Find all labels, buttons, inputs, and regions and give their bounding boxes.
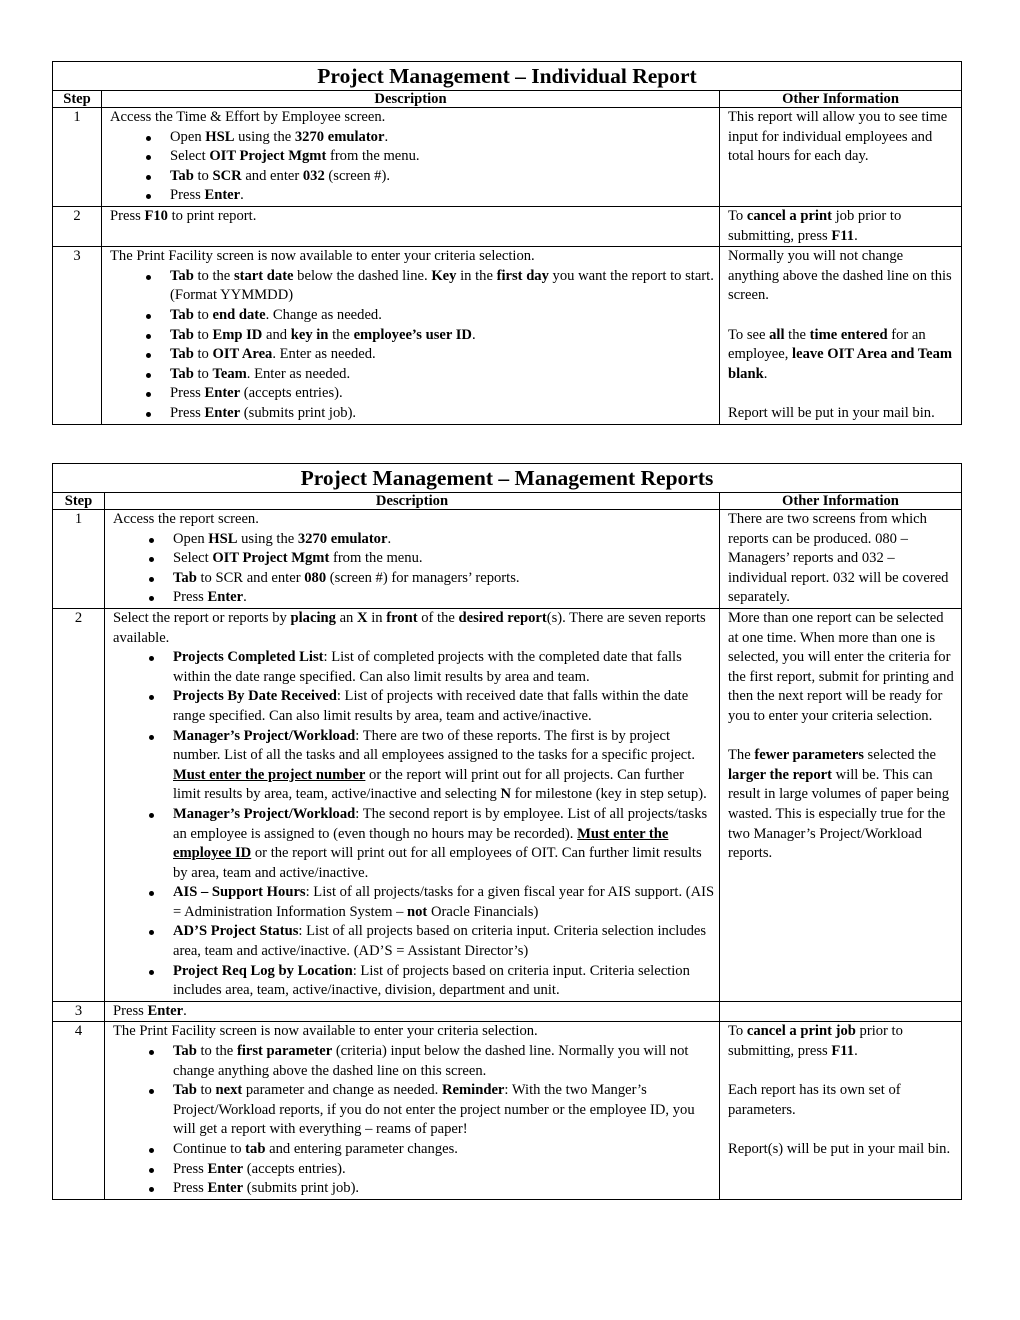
text-run: fewer parameters (754, 747, 864, 764)
info-paragraph (728, 746, 955, 864)
text-run: X (357, 609, 368, 626)
text-run: Manager’s Project/Workload (173, 805, 356, 822)
bullet-item (173, 530, 715, 550)
bullet-item (173, 1160, 715, 1180)
info-header: Other Information (720, 493, 962, 510)
text-run: (submits print job). (240, 404, 357, 421)
step-lead: Access the report screen. (113, 511, 259, 527)
text-run: Tab (173, 569, 197, 586)
text-run: . Enter as needed. (246, 365, 351, 382)
bullet-item (170, 186, 715, 206)
step-lead: The Print Facility screen is now available to enter your criteria selection. (113, 1023, 538, 1040)
text-run: parameter and change as needed. (242, 1082, 442, 1099)
text-run: Enter (207, 1160, 244, 1177)
text-run: (accepts entries). (243, 1160, 346, 1177)
step-lead (113, 1002, 715, 1022)
text-run: key in (290, 326, 329, 343)
text-run: There are two screens from which reports can be produced. 080 – Managers’ reports and 032 – individual report. 032 will be covered separately. (728, 511, 949, 606)
text-run: Enter (204, 404, 241, 421)
bullet-item (170, 147, 715, 167)
text-run: Projects Completed List (173, 649, 324, 666)
step-bullets (113, 648, 715, 1001)
text-run: Tab (170, 326, 194, 343)
text-run: Tab (173, 1082, 197, 1099)
other-information (720, 510, 962, 609)
text-run: . (384, 128, 389, 145)
step-row (53, 510, 962, 609)
text-run: below the dashed line. (293, 267, 432, 284)
text-run: Report will be put in your mail bin. (728, 404, 935, 421)
text-run: Press (170, 187, 205, 204)
text-run: prior to submitting, press (728, 1023, 903, 1060)
bullet-item (173, 1179, 715, 1199)
text-run: not (407, 903, 428, 920)
text-run: desired report (458, 609, 547, 626)
text-run: Projects By Date Received (173, 688, 337, 705)
text-run: Manager’s Project/Workload (173, 727, 356, 744)
text-run: HSL (208, 530, 238, 547)
info-paragraph (728, 510, 955, 608)
bullet-item (170, 384, 715, 404)
text-run: Continue to (173, 1141, 246, 1157)
step-description (105, 1022, 720, 1199)
text-run: OIT Area (212, 346, 273, 363)
text-run: start date (233, 267, 294, 284)
text-run: F11 (831, 227, 855, 244)
text-run: . (854, 227, 858, 244)
text-run: Select the report or reports by (113, 609, 291, 626)
step-description (105, 1001, 720, 1022)
bullet-item (173, 549, 715, 569)
info-paragraph (728, 247, 955, 306)
step-row (53, 206, 962, 246)
text-run: and entering parameter changes. (265, 1141, 458, 1157)
step-lead: Access the Time & Effort by Employee screen. (110, 109, 386, 125)
text-run: end date (212, 306, 266, 323)
step-description (105, 608, 720, 1001)
text-run: the (784, 326, 810, 343)
text-run: to (193, 306, 213, 323)
bullet-item (173, 687, 715, 726)
text-run: leave OIT Area and Team blank (728, 346, 953, 382)
text-run: Open (170, 128, 206, 145)
text-run: To see (728, 326, 770, 343)
bullet-item (173, 648, 715, 687)
step-lead (113, 609, 715, 648)
run: Must enter the employee ID (173, 825, 669, 862)
bullet-item (173, 1140, 715, 1160)
text-run: : With the two Manger’s Project/Workload reports, if you do not enter the project number or the employee ID, you will get a report with everything – reams of paper! (173, 1082, 695, 1138)
text-run: : List of projects based on criteria input. Criteria selection includes area, team, active/inactive, division, department and unit. (173, 962, 690, 999)
text-run: to (193, 365, 213, 382)
text-run: an (335, 609, 357, 626)
step-row (53, 247, 962, 424)
text-run: 080 (304, 569, 327, 586)
text-run (173, 767, 365, 783)
text-run: Project Req Log by Location (173, 962, 353, 979)
text-run: Enter (147, 1002, 184, 1019)
text-run: HSL (205, 128, 235, 145)
text-run: cancel a print job (746, 1023, 856, 1040)
text-run: larger the report (728, 766, 833, 783)
text-run: for an employee, (728, 326, 926, 363)
text-run: or the report will print out for all employees of OIT. Can further limit results by area, team and active/inactive. (173, 845, 702, 881)
other-information (720, 108, 962, 207)
text-run: to the (193, 267, 234, 284)
text-run: Report(s) will be put in your mail bin. (728, 1141, 951, 1157)
bullet-item (170, 404, 715, 424)
text-run: first parameter (236, 1043, 333, 1060)
text-run: N (500, 786, 511, 803)
text-run: 3270 emulator (294, 128, 385, 145)
text-run: Press (173, 1160, 208, 1177)
other-information (720, 608, 962, 1001)
text-run: for milestone (key in step setup). (510, 786, 707, 803)
text-run: and (262, 326, 291, 343)
text-run: (screen #). (324, 167, 390, 184)
text-run: . Change as needed. (265, 306, 382, 323)
text-run: cancel a print (746, 207, 832, 224)
text-run: to (193, 346, 213, 363)
text-run: : List of all projects/tasks for a given fiscal year for AIS support. (AIS = Administration Information System – (173, 884, 715, 920)
table-title: Project Management – Individual Report (53, 62, 962, 91)
text-run: Tab (170, 267, 194, 284)
info-paragraph (728, 1140, 955, 1160)
step-bullets (110, 267, 715, 424)
text-run: will be. This can result in large volumes of paper being wasted. This is especially true for the two Manager’s Project/Workload reports. (728, 766, 950, 862)
text-run: from the menu. (326, 148, 420, 165)
description-header: Description (102, 91, 720, 108)
text-run: Enter (207, 1180, 244, 1197)
text-run: : There are two of these reports. The first is by project number. List of all the tasks and all employees assigned to the tasks for a specific project. (173, 727, 695, 764)
text-run: More than one report can be selected at one time. When more than one is selected, you will enter the criteria for the first report, submit for printing and then the next report will be ready for you to enter your criteria selection. (728, 609, 954, 724)
text-run: to SCR and enter (196, 569, 305, 586)
other-information (720, 1022, 962, 1199)
bullet-item (173, 727, 715, 805)
text-run: from the menu. (329, 550, 423, 567)
bullet-item (173, 883, 715, 922)
text-run: in (367, 609, 387, 626)
text-run: Reminder (441, 1082, 505, 1099)
text-run: Normally you will not change anything above the dashed line on this screen. (728, 248, 952, 304)
text-run: Enter (204, 187, 241, 204)
step-row (53, 108, 962, 207)
text-run: next (215, 1082, 243, 1099)
text-run: . (387, 530, 392, 547)
text-run: to the (196, 1043, 237, 1060)
step-lead: The Print Facility screen is now available to enter your criteria selection. (110, 248, 535, 265)
step-description (102, 247, 720, 424)
text-run: using the (234, 128, 295, 145)
bullet-item (173, 962, 715, 1001)
text-run: This report will allow you to see time input for individual employees and total hours for each day. (728, 109, 948, 165)
text-run: Press (173, 589, 208, 606)
text-run: Enter (204, 385, 241, 402)
text-run: to (193, 167, 213, 184)
text-run: 3270 emulator (297, 530, 388, 547)
text-run: (screen #) for managers’ reports. (326, 569, 520, 586)
text-run: you want the report to start. (Format YYMMDD) (170, 267, 714, 304)
text-run: OIT Project Mgmt (209, 148, 327, 165)
other-information (720, 247, 962, 424)
text-run: (accepts entries). (240, 385, 343, 402)
text-run: job prior to submitting, press (728, 207, 902, 244)
step-row (53, 608, 962, 1001)
text-run: SCR (212, 167, 242, 184)
step-number: 3 (53, 247, 102, 424)
step-number: 2 (53, 608, 105, 1001)
text-run: Tab (170, 306, 194, 323)
text-run: Tab (170, 346, 194, 363)
step-row (53, 1022, 962, 1199)
text-run: F11 (831, 1043, 855, 1060)
bullet-item (170, 306, 715, 326)
text-run: or the report will print out for all projects. Can further limit results by area, team, active/inactive and selecting (173, 766, 684, 803)
info-paragraph (728, 1081, 955, 1120)
step-description (102, 108, 720, 207)
text-run: : The second report is by employee. List of all projects/tasks an employee is assigned to (even though no hours may be recorded). (173, 805, 708, 842)
text-run: . (471, 326, 476, 343)
text-run: (criteria) input below the dashed line. Normally you will not change anything above the dashed line on this screen. (173, 1043, 689, 1079)
bullet-item (170, 167, 715, 187)
text-run: in the (456, 267, 497, 284)
text-run: To (728, 1023, 747, 1040)
step-bullets (113, 1042, 715, 1199)
text-run: Team (212, 365, 247, 382)
text-run: Each report has its own set of parameters. (728, 1082, 901, 1118)
bullet-item (170, 365, 715, 385)
text-run: first day (496, 267, 549, 284)
step-number: 2 (53, 206, 102, 246)
text-run: Enter (207, 589, 244, 606)
text-run: The (728, 747, 755, 764)
text-run: Select (170, 148, 210, 165)
info-paragraph (728, 404, 955, 424)
text-run: of the (417, 609, 459, 626)
text-run: Tab (170, 365, 194, 382)
step-description (105, 510, 720, 609)
text-run: employee’s user ID (353, 326, 472, 343)
text-run: OIT Project Mgmt (212, 550, 330, 567)
text-run: the (328, 326, 354, 343)
text-run: : List of completed projects with the completed date that falls within the date range specified. Can also limit results by area and team. (173, 649, 682, 685)
step-number: 1 (53, 510, 105, 609)
text-run: and enter (241, 167, 303, 184)
text-run: placing (290, 609, 336, 626)
text-run: F10 (144, 207, 168, 224)
management-reports-table (52, 463, 962, 1200)
text-run: Press (113, 1002, 148, 1019)
other-information (720, 206, 962, 246)
description-header: Description (105, 493, 720, 510)
step-lead (110, 207, 715, 227)
bullet-item (170, 326, 715, 346)
text-run: . (240, 187, 244, 204)
step-bullets (113, 530, 715, 608)
text-run: . Enter as needed. (272, 346, 376, 363)
text-run: . (854, 1043, 858, 1060)
bullet-item (173, 922, 715, 961)
text-run: Select (173, 550, 213, 567)
individual-report-table (52, 61, 962, 425)
text-run: Press (170, 404, 205, 421)
step-number: 1 (53, 108, 102, 207)
text-run: Press (170, 385, 205, 402)
text-run: (submits print job). (243, 1180, 360, 1197)
text-run: front (386, 609, 418, 626)
text-run: (s). There are seven reports available. (113, 609, 706, 646)
text-run: Oracle Financials) (427, 903, 539, 920)
text-run: using the (237, 530, 298, 547)
bullet-item (170, 345, 715, 365)
step-number: 3 (53, 1001, 105, 1022)
info-paragraph (728, 609, 955, 727)
other-information (720, 1001, 962, 1022)
bullet-item (170, 128, 715, 148)
text-run: all (769, 326, 785, 343)
info-paragraph (728, 1022, 955, 1061)
text-run: Tab (170, 167, 194, 184)
text-run: time entered (809, 326, 888, 343)
step-description (102, 206, 720, 246)
table-title: Project Management – Management Reports (53, 464, 962, 493)
text-run: selected the (863, 747, 937, 764)
info-paragraph (728, 207, 955, 246)
text-run: Open (173, 530, 209, 547)
step-header: Step (53, 91, 102, 108)
text-run: To (728, 207, 747, 224)
text-run: . (183, 1002, 187, 1019)
bullet-item (173, 1042, 715, 1081)
text-run: : List of all projects based on criteria input. Criteria selection includes area, team and active/inactive. (AD’S = Assistant Director’s) (173, 923, 707, 960)
text-run: Key (431, 267, 457, 284)
bullet-item (170, 267, 715, 306)
step-number: 4 (53, 1022, 105, 1199)
text-run: tab (245, 1141, 266, 1157)
bullet-item (173, 588, 715, 608)
bullet-item (173, 805, 715, 883)
text-run: Emp ID (212, 326, 263, 343)
text-run: Tab (173, 1043, 197, 1060)
text-run: AIS – Support Hours (173, 884, 306, 901)
text-run: 032 (302, 167, 325, 184)
step-bullets (110, 128, 715, 206)
run: Must enter the project number (173, 766, 366, 783)
text-run: . (243, 589, 247, 606)
info-paragraph (728, 108, 955, 167)
step-row (53, 1001, 962, 1022)
info-paragraph (728, 326, 955, 385)
bullet-item (173, 1081, 715, 1140)
text-run: Press (110, 207, 145, 224)
text-run: to (193, 326, 213, 343)
bullet-item (173, 569, 715, 589)
text-run: Press (173, 1180, 208, 1197)
text-run: . (763, 365, 768, 382)
text-run: to (196, 1082, 216, 1099)
text-run: to print report. (167, 207, 257, 224)
step-header: Step (53, 493, 105, 510)
text-run: AD’S Project Status (173, 923, 299, 940)
text-run: : List of projects with received date that falls within the date range specified. Can also limit results by area, team and active/inactive. (173, 688, 689, 724)
info-header: Other Information (720, 91, 962, 108)
